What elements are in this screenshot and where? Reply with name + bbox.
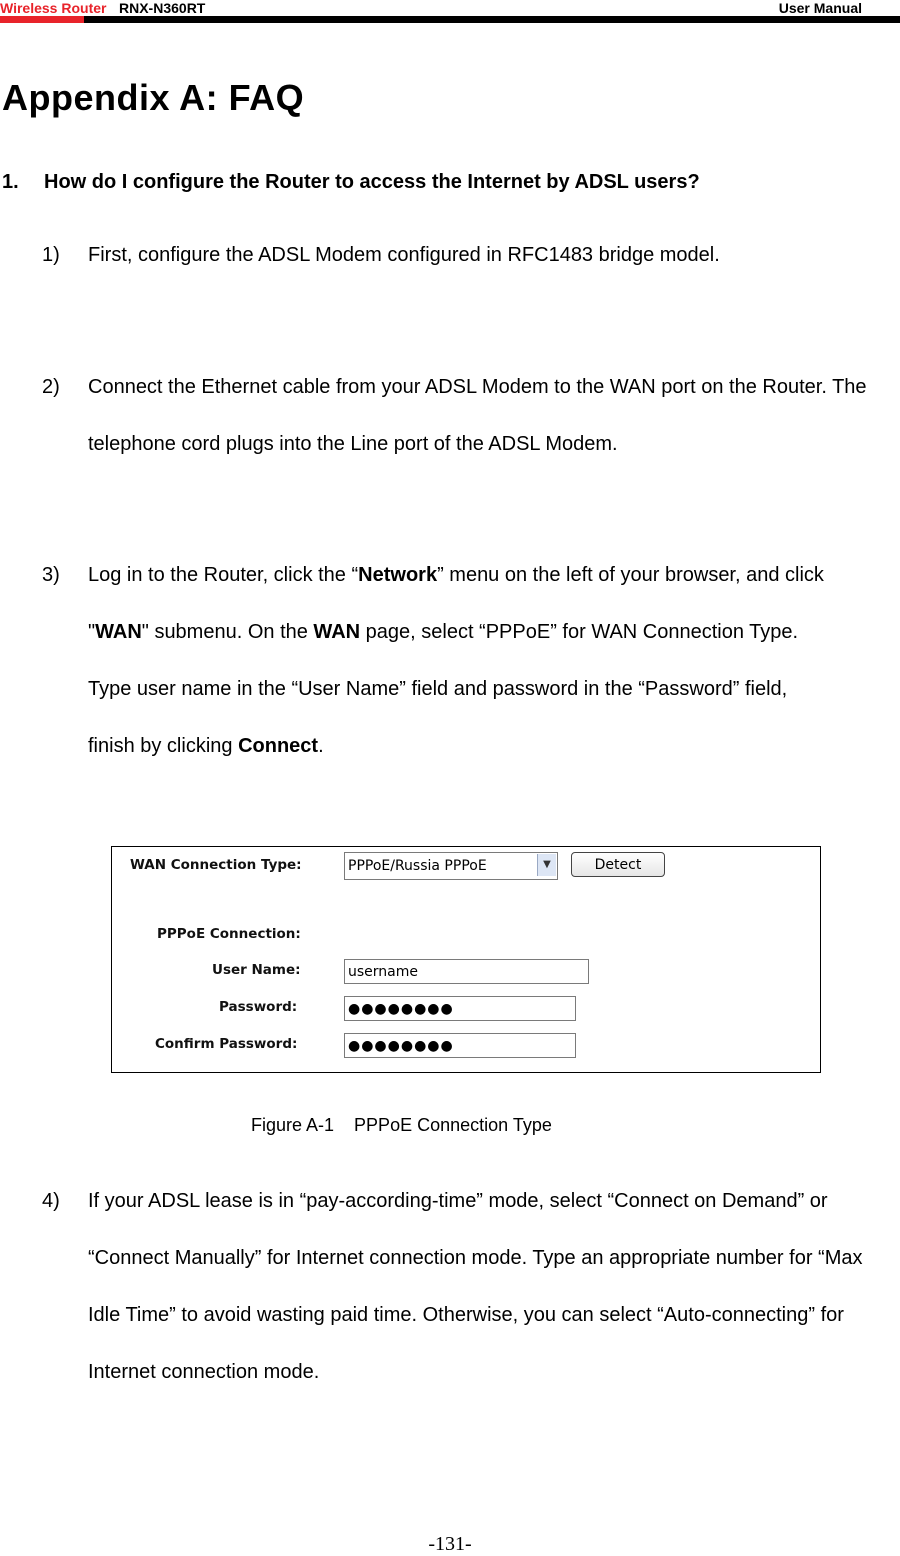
wan-connection-type-value: PPPoE/Russia PPPoE	[348, 858, 487, 874]
step-text-part: .	[318, 735, 324, 757]
pppoe-settings-figure	[111, 846, 821, 1073]
chevron-down-icon[interactable]: ▼	[537, 854, 556, 876]
step-text	[88, 547, 833, 775]
header-model: RNX-N360RT	[119, 0, 206, 16]
header-manual-label: User Manual	[778, 0, 862, 16]
header-brand: Wireless Router	[0, 0, 107, 16]
wan-connection-type-select[interactable]	[344, 852, 558, 880]
page-number: -131-	[428, 1533, 472, 1555]
figure-number: Figure A-1	[251, 1115, 335, 1135]
network-menu-ref: Network	[358, 564, 438, 586]
step-text: If your ADSL lease is in “pay-according-time” mode, select “Connect on Demand” or “Connect Manually” for Internet connection mode. Type an appropriate number for “Max Idle Time” to avoid wasting paid time. Otherwise, you can select “Auto-connecting” for Internet connection mode.	[88, 1190, 863, 1383]
step-number: 1)	[42, 244, 60, 266]
step-text-part: Log in to the Router, click the “	[88, 564, 359, 586]
figure-caption-text: PPPoE Connection Type	[354, 1115, 552, 1135]
confirm-password-label: Confirm Password:	[155, 1036, 298, 1052]
connect-ref: Connect	[238, 735, 319, 757]
question-number: 1.	[2, 171, 19, 193]
question-text: How do I configure the Router to access the Internet by ADSL users?	[44, 171, 700, 193]
figure-caption	[251, 1112, 552, 1138]
username-label: User Name:	[212, 962, 301, 978]
username-input[interactable]: username	[344, 959, 589, 984]
step-text-part: " submenu. On the	[141, 621, 314, 643]
wan-connection-type-label: WAN Connection Type:	[130, 857, 302, 873]
wan-submenu-ref: WAN	[95, 621, 142, 643]
header-rule-red	[0, 16, 84, 23]
password-label: Password:	[219, 999, 298, 1015]
step-text-part: page, select “PPPoE” for WAN Connection Type. Type user name in the “User Name” field and password in the “Password” field, finish by clicking	[88, 621, 799, 757]
step-text: First, configure the ADSL Modem configured in RFC1483 bridge model.	[88, 244, 720, 266]
header-rule-black	[84, 16, 900, 23]
confirm-password-input[interactable]: ●●●●●●●●	[344, 1033, 576, 1058]
password-input[interactable]: ●●●●●●●●	[344, 996, 576, 1021]
page-title: Appendix A: FAQ	[2, 77, 305, 118]
pppoe-connection-heading: PPPoE Connection:	[157, 926, 301, 942]
step-number: 4)	[42, 1190, 60, 1212]
step-number: 2)	[42, 376, 60, 398]
step-text: Connect the Ethernet cable from your ADSL Modem to the WAN port on the Router. The telephone cord plugs into the Line port of the ADSL Modem.	[88, 376, 867, 455]
step-number: 3)	[42, 564, 60, 586]
detect-button[interactable]: Detect	[571, 852, 665, 877]
step-text-part: ” menu on the left of your browser, and click "	[88, 564, 824, 643]
page-header	[0, 0, 900, 24]
wan-page-ref: WAN	[313, 621, 361, 643]
